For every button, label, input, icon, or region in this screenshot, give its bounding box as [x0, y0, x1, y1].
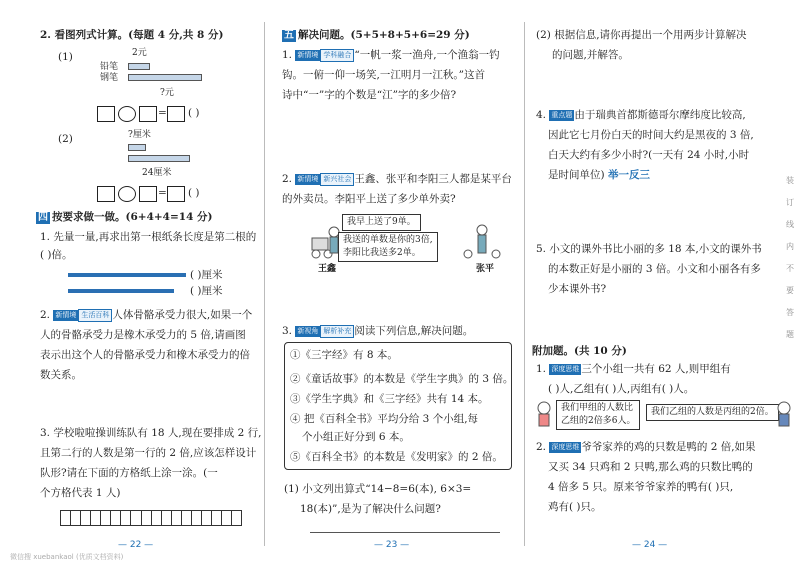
paper-strip-2 [68, 289, 174, 293]
pen-bar [128, 74, 202, 81]
section-5-number: 五 [284, 30, 294, 41]
q1-unit1: ( )厘米 [190, 269, 223, 281]
tag-new-context: 新情境 [55, 310, 77, 319]
tag-deep-thinking: 深度思维 [551, 364, 580, 373]
tag-new-context: 新情境 [297, 50, 319, 59]
footer-watermark: 微信搜 xuebankaol (优质文档资料) [10, 553, 124, 561]
q2-line1: 2. 新情境 新兴社会 王鑫、张平和李阳三人都是某平台 [282, 173, 512, 185]
q2-1-top-label: 2元 [132, 48, 147, 58]
q2-1-bottom-label: ?元 [160, 88, 174, 98]
tag-cross-subject: 学科融合 [320, 49, 354, 62]
q5-line1: 5. 小文的课外书比小丽的多 18 本,小文的课外书 [536, 243, 762, 255]
q2-1-row2-label: 钢笔 [100, 73, 119, 83]
answer-box[interactable] [139, 186, 157, 202]
page-number-24: — 24 — [632, 540, 668, 550]
section-4-header [36, 208, 213, 226]
q3-sub1-line1: (1) 小文列出算式“14−8=6(本), 6×3= [284, 483, 472, 495]
q5-line3: 少本课外书? [548, 283, 607, 295]
q3-sub2-line1: (2) 根据信息,请你再提出一个用两步计算解决 [536, 29, 747, 41]
bonus-bubble-1: 我们甲组的人数比 乙组的2倍多6人。 [556, 400, 640, 430]
tag-deep-thinking: 深度思维 [551, 442, 580, 451]
answer-box[interactable] [167, 186, 185, 202]
q1-line3: 诗中“一”字的个数是“江”字的多少倍? [282, 89, 457, 101]
b1-line1: 1. 深度思维 三个小组一共有 62 人,则甲组有 [536, 363, 731, 375]
section-4-title: 按要求做一做。(6+4+4=14 分) [52, 211, 213, 223]
section-5-title: 解决问题。(5+5+8+5+6=29 分) [298, 29, 470, 41]
info-1: ①《三字经》有 8 本。 [290, 349, 398, 361]
short-bar [128, 144, 146, 151]
q2-1-row1-label: 铅笔 [100, 62, 119, 72]
q4-line4: 是时间单位) 举一反三 [548, 169, 650, 181]
q2-line3: 表示出这个人的骨骼承受力和橡木承受力的倍 [40, 349, 250, 361]
q3-line2: 且第二行的人数是第一行的 2 倍,应该怎样设计 [40, 447, 257, 459]
q2-2-label: (2) [58, 133, 73, 145]
page-number-23: — 23 — [374, 540, 410, 550]
q2-line1: 2. 新情境 生活百科 人体骨骼承受力很大,如果一个 [40, 309, 253, 321]
b1-line2: ( )人,乙组有( )人,丙组有( )人。 [548, 383, 695, 395]
q1-line2: 钩。一俯一仰一场笑,一江明月一江秋。”这首 [282, 69, 485, 81]
b2-line3: 4 倍多 5 只。原来爷爷家养的鸭有( )只, [548, 481, 734, 493]
q3-line1: 3. 学校啦啦操训练队有 18 人,现在要排成 2 行, [40, 427, 262, 439]
info-2: ②《童话故事》的本数是《学生字典》的 3 倍。 [290, 373, 514, 385]
page-divider [524, 22, 525, 546]
q2-2-top-label: ?厘米 [128, 130, 151, 140]
q2-line4: 数关系。 [40, 369, 82, 381]
q2-line2: 的外卖员。李阳平上送了多少单外卖? [282, 193, 456, 205]
child-icon [534, 400, 554, 428]
binding-line-label: 装 订 线 内 不 要 答 题 [786, 176, 794, 339]
b2-line2: 又买 34 只鸡和 2 只鸭,那么鸡的只数比鸭的 [548, 461, 753, 473]
info-5: ⑤《百科全书》的本数是《发明家》的 2 倍。 [290, 451, 503, 463]
tag-society: 新兴社会 [320, 173, 354, 186]
practice-link[interactable]: 举一反三 [607, 169, 650, 181]
q5-line2: 的本数正好是小丽的 3 倍。小文和小丽各有多 [548, 263, 761, 275]
page-number-22: — 22 — [118, 540, 154, 550]
info-4a: ④ 把《百科全书》平均分给 3 个小组,每 [290, 413, 479, 425]
q4-line2: 因此它七月份白天的时间大约是黑夜的 3 倍, [548, 129, 754, 141]
q1-line1: 1. 先量一量,再求出第一根纸条长度是第二根的 [40, 231, 257, 243]
speech-bubble-1: 我早上送了9单。 [342, 214, 421, 231]
section-5-header [282, 26, 470, 44]
page-24 [528, 0, 800, 566]
q2-line2: 人的骨骼承受力是橡木承受力的 5 倍,请画图 [40, 329, 246, 341]
tag-supplement: 解析补充 [320, 325, 354, 338]
page-divider [264, 22, 265, 546]
answer-line[interactable] [310, 532, 500, 533]
b2-line4: 鸡有( )只。 [548, 501, 602, 513]
unit-paren: ( ) [188, 107, 200, 119]
operator-circle[interactable] [118, 186, 136, 202]
tag-new-view: 新视角 [297, 326, 319, 335]
tag-key: 重点题 [551, 110, 573, 119]
pencil-bar [128, 63, 150, 70]
q2-2-bottom-label: 24厘米 [142, 168, 172, 178]
q2-1-label: (1) [58, 51, 73, 63]
unit-paren: ( ) [188, 187, 200, 199]
child-icon [774, 400, 794, 428]
q1-line1: 1. 新情境 学科融合 “一帆一浆一渔舟,一个渔翁一钓 [282, 49, 500, 61]
section-4-number: 四 [38, 212, 48, 223]
q3-line1: 3. 新视角 解析补充 阅读下列信息,解决问题。 [282, 325, 474, 337]
tag-life: 生活百科 [78, 309, 112, 322]
q1-line2: ( )倍。 [40, 249, 73, 261]
bonus-title: 附加题。(共 10 分) [532, 345, 627, 357]
answer-box[interactable] [97, 186, 115, 202]
speech-bubble-2: 我送的单数是你的3倍, 李阳比我送多2单。 [338, 232, 438, 262]
q3-line4: 个方格代表 1 人) [40, 487, 121, 499]
question-2-title: 2. 看图列式计算。(每题 4 分,共 8 分) [40, 29, 224, 41]
long-bar [128, 155, 190, 162]
bonus-bubble-2: 我们乙组的人数是丙组的2倍。 [646, 404, 779, 421]
paper-strip-1 [68, 273, 186, 277]
q1-unit2: ( )厘米 [190, 285, 223, 297]
grid-paper[interactable] [60, 510, 242, 526]
answer-box[interactable] [167, 106, 185, 122]
page-22: 2. 看图列式计算。(每题 4 分,共 8 分) (1) 2元 铅笔 钢笔 ?元 = ( ) (2) ?厘米 24厘米 = ( ) 四 按要求做一做。(6+4+4=14 分) 1. 先量一量,再求出第一根纸条长度是第二根的 ( )倍。 ( )厘米 ( )厘米 2. 新情境 生活百科 人体骨骼承受力很大,如果一个 人的骨骼承受力是橡木承受力的 5 倍,请画图 表示出这个人的骨骼承受力和橡木承受力的倍 数关系。 3. 学校啦啦操训练队有 18 人,现在要排成 2 行, 且第二行的人数是第一行的 2 倍,应该怎样设计 队形?请在下面的方格纸上涂一涂。(一 个方格代表 1 人) — 22 — 微信搜 xuebankaol (优质文档资料) [0, 0, 262, 566]
q4-line1: 4. 重点题 由于瑞典首都斯德哥尔摩纬度比较高, [536, 109, 746, 121]
name-wangxin: 王鑫 [318, 264, 337, 274]
tag-new-context: 新情境 [297, 174, 319, 183]
info-4b: 个小组正好分到 6 本。 [302, 431, 410, 443]
answer-box[interactable] [97, 106, 115, 122]
info-3: ③《学生字典》和《三字经》共有 14 本。 [290, 393, 489, 405]
operator-circle[interactable] [118, 106, 136, 122]
name-zhangping: 张平 [476, 264, 495, 274]
q4-line3: 白天大约有多少小时?(一天有 24 小时,小时 [548, 149, 750, 161]
answer-box[interactable] [139, 106, 157, 122]
b2-line1: 2. 深度思维 爷爷家养的鸡的只数是鸭的 2 倍,如果 [536, 441, 756, 453]
q3-sub2-line2: 的问题,并解答。 [552, 49, 629, 61]
page-23 [270, 0, 520, 566]
q3-sub1-line2: 18(本)”,是为了解决什么问题? [300, 503, 441, 515]
q3-line3: 队形?请在下面的方格纸上涂一涂。(一 [40, 467, 218, 479]
